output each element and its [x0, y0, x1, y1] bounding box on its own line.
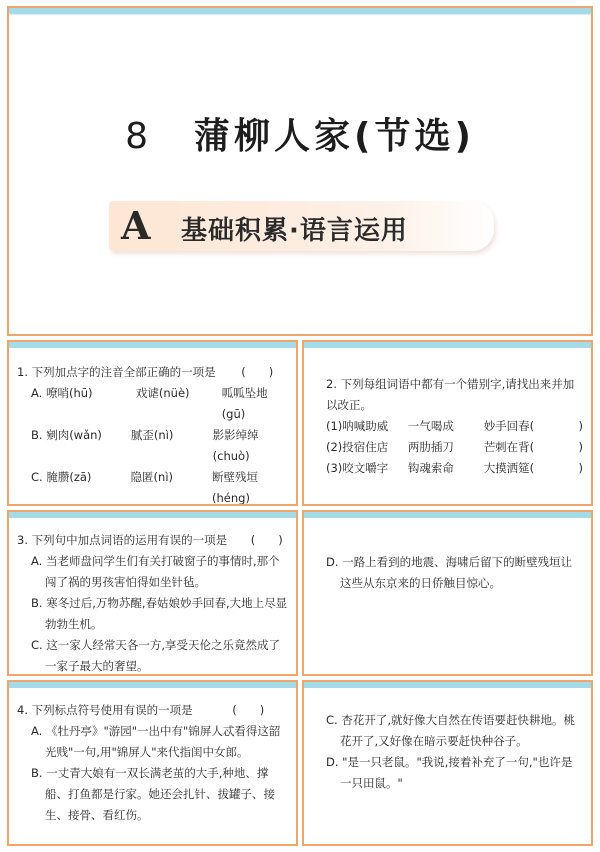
lesson-title — [9, 108, 591, 159]
word-row-2: (2)投宿住店 两肋插刀 芒刺在背( ) — [326, 440, 583, 454]
option-row-a: A. 嘹哨(hū) 戏谑(nüè) 呱呱坠地(gū) — [31, 386, 268, 421]
option-b: B. 寒冬过后,万物苏醒,春姑娘妙手回春,大地上尽显勃勃生机。 — [31, 596, 288, 631]
question-1-card — [7, 340, 298, 506]
option-a: A. 《牡丹亭》"游园"一出中有"锦屏人忒看得这韶光贱"一句,用"锦屏人"来代指闺中女郎。 — [31, 724, 281, 759]
slide-top-bar — [9, 342, 296, 348]
option-c: C. 杏花开了,就好像大自然在传语要赶快耕地。桃花开了,又好像在暗示要赶快种谷子。 — [326, 713, 575, 748]
slide-top-bar — [304, 342, 591, 348]
section-letter: A — [121, 203, 151, 248]
answer-paren: ( ) — [232, 703, 265, 717]
slide-top-bar — [304, 512, 591, 518]
question-3-card — [7, 510, 298, 676]
word-row-3: (3)咬文嚼字 钩魂索命 大摸洒筵( ) — [326, 461, 583, 475]
slide-top-bar — [9, 512, 296, 518]
word-row-1: (1)呐喊助威 一气喝成 妙手回春( ) — [326, 419, 583, 433]
question-4-card — [7, 680, 298, 846]
section-label: 基础积累·语言运用 — [181, 216, 408, 246]
question-1-stem: 1. 下列加点字的注音全部正确的一项是 ( ) — [17, 365, 274, 379]
question-4-stem: 4. 下列标点符号使用有误的一项是 ( ) — [17, 703, 265, 717]
question-2-card — [302, 340, 593, 506]
option-d: D. "是一只老鼠。"我说,接着补充了一句,"也许是一只田鼠。" — [326, 755, 573, 790]
slide-top-bar — [9, 682, 296, 688]
slide-top-bar-line — [9, 14, 591, 15]
answer-paren: ( ) — [241, 365, 274, 379]
lesson-number: 8 — [125, 116, 152, 157]
question-4-continued-card — [302, 680, 593, 846]
option-b: B. 一丈青大娘有一双长满老茧的大手,种地、撑船、打鱼都是行家。她还会扎针、拔罐子、接生、接骨、看红伤。 — [31, 766, 275, 822]
question-2-stem: 2. 下列每组词语中都有一个错别字,请找出来并加以改正。 — [326, 377, 575, 412]
option-c: C. 这一家人经常天各一方,享受天伦之乐竟然成了一家子最大的奢望。 — [31, 638, 280, 673]
option-row-c: C. 腌臜(zā) 隐匿(nì) 断壁残垣(héng) — [31, 470, 259, 505]
title-slide — [7, 6, 593, 336]
option-a: A. 当老师盘问学生们有关打破窗子的事情时,那个闯了祸的男孩害怕得如坐针毡。 — [31, 554, 280, 589]
option-d: D. 一路上看到的地震、海啸后留下的断壁残垣让这些从东京来的日侨触目惊心。 — [326, 555, 573, 590]
answer-paren: ( ) — [250, 533, 283, 547]
question-3-continued-card — [302, 510, 593, 676]
question-3-stem: 3. 下列句中加点词语的运用有误的一项是 ( ) — [17, 533, 283, 547]
slide-top-bar — [304, 682, 591, 688]
lesson-title-text: 蒲柳人家(节选) — [193, 116, 475, 157]
section-banner — [109, 201, 494, 251]
option-row-b: B. 剜肉(wǎn) 腻歪(nì) 影影绰绰(chuò) — [31, 428, 259, 463]
